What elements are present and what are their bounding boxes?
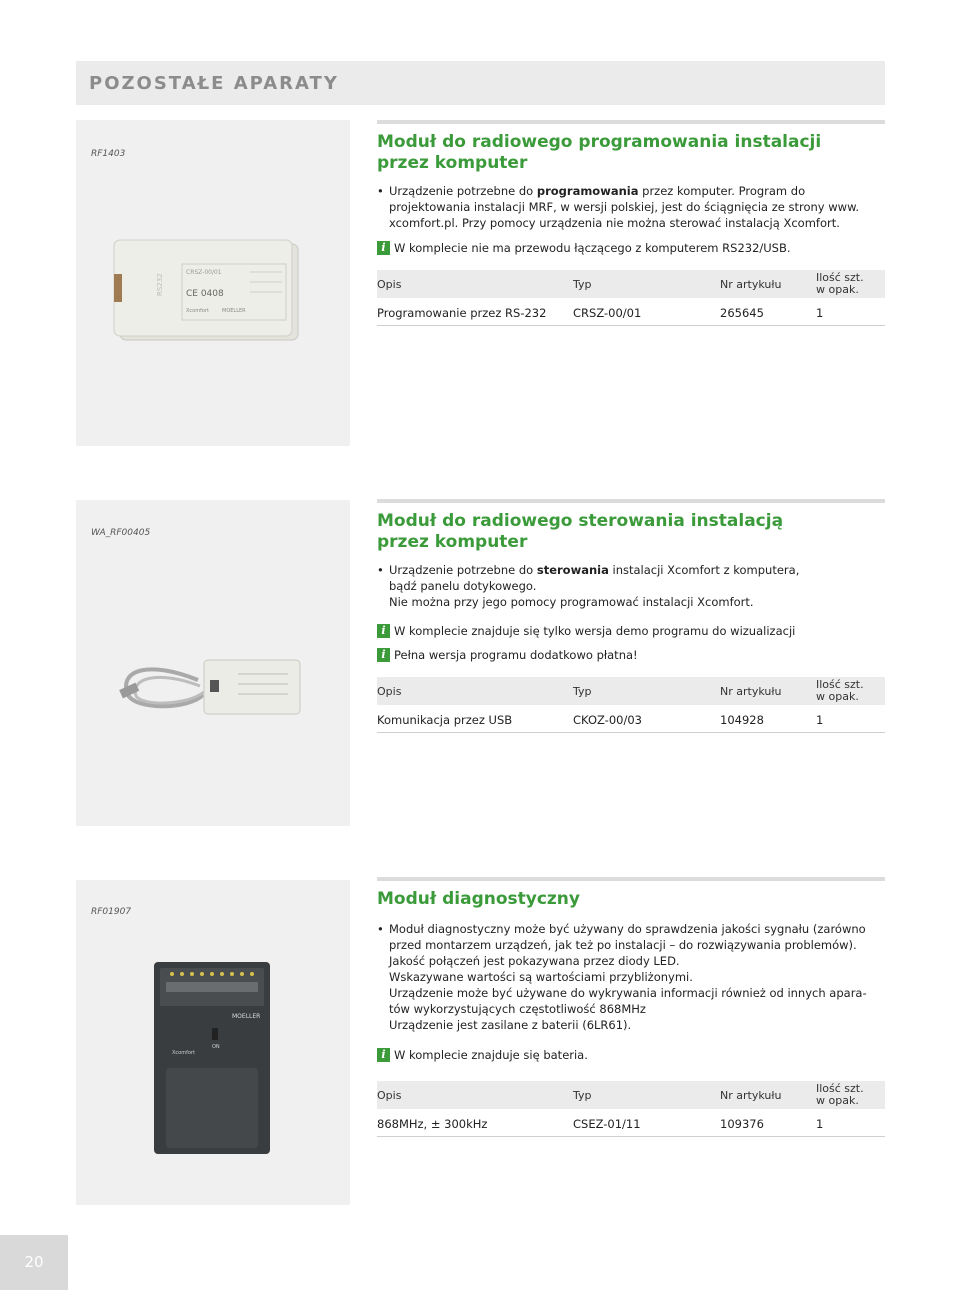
feature-bullet: • Urządzenie potrzebne do sterowania instalacji Xcomfort z komputera, bądź panelu dotykowego. Nie można przy jego pomocy programować instalacji Xcomfort. [377, 562, 885, 610]
image-code: RF1403 [91, 149, 126, 159]
product-description-diagnostic [377, 877, 885, 1063]
page-number: 20 [24, 1253, 44, 1271]
feature-bullet: • Urządzenie potrzebne do programowania przez komputer. Program do projektowania instalacji MRF, w wersji polskiej, jest do ściągnięcia ze strony www. xcomfort.pl. Przy pomocy urządzenia nie można sterować instalacją Xcomfort. [377, 183, 885, 231]
product-table-rs232 [377, 270, 885, 326]
feature-bullet: • Moduł diagnostyczny może być używany do sprawdzenia jakości sygnału (zarówno przed montarzem urządzeń, jak też po instalacji – do rozwiązywania problemów). Jakość połączeń jest pokazywana przez diody LED. Wskazywane wartości są wartościami przybliżonymi. Urządzenie może być używane do wykrywania informacji również od innych apara- tów wykorzystujących częstotliwość 868MHz Urządzenie jest zasilane z baterii (6LR61). [377, 921, 885, 1033]
col-header-type: Typ [573, 685, 592, 698]
diagnostic-module-image [152, 958, 272, 1158]
product-image-panel-diagnostic [76, 880, 350, 1205]
col-header-qty: Ilość szt. w opak. [816, 271, 864, 296]
divider [377, 877, 885, 881]
col-header-article: Nr artykułu [720, 685, 782, 698]
table-header [377, 677, 885, 705]
info-note: i W komplecie znajduje się tylko wersja demo programu do wizualizacji [377, 623, 885, 639]
info-note: i Pełna wersja programu dodatkowo płatna! [377, 647, 885, 663]
col-header-type: Typ [573, 1089, 592, 1102]
col-header-article: Nr artykułu [720, 278, 782, 291]
col-header-qty: Ilość szt. w opak. [816, 678, 864, 703]
section-title: POZOSTAŁE APARATY [89, 73, 339, 94]
image-code: RF01907 [91, 907, 132, 917]
col-header-type: Typ [573, 278, 592, 291]
product-title: Moduł do radiowego programowania instalacji przez komputer [377, 132, 822, 173]
table-header [377, 1081, 885, 1109]
col-header-qty: Ilość szt. w opak. [816, 1082, 864, 1107]
table-row: Programowanie przez RS-232 CRSZ-00/01 265645 1 [377, 298, 885, 326]
page-number-box [0, 1235, 68, 1290]
product-image-panel-rs232 [76, 120, 350, 446]
section-header [76, 61, 885, 105]
table-row: Komunikacja przez USB CKOZ-00/03 104928 1 [377, 705, 885, 733]
product-title: Moduł diagnostyczny [377, 889, 580, 909]
usb-module-image [108, 640, 318, 730]
maker-label: MOELLER [222, 308, 246, 314]
rs232-module-image [110, 236, 306, 346]
info-icon: i [377, 624, 390, 638]
image-code: WA_RF00405 [91, 528, 151, 538]
divider [377, 120, 885, 124]
info-note: i W komplecie znajduje się bateria. [377, 1047, 885, 1063]
product-table-diagnostic [377, 1081, 885, 1137]
switch-label: ON [212, 1044, 220, 1050]
product-title: Moduł do radiowego sterowania instalacją przez komputer [377, 511, 784, 552]
ce-label: CE 0408 [186, 289, 224, 299]
product-table-usb [377, 677, 885, 733]
product-image-panel-usb [76, 500, 350, 826]
divider [377, 499, 885, 503]
info-note: i W komplecie nie ma przewodu łączącego z komputerem RS232/USB. [377, 240, 885, 256]
col-header-desc: Opis [377, 1089, 402, 1102]
brand-label: Xcomfort [186, 308, 209, 314]
model-label: CRSZ-00/01 [186, 269, 222, 276]
col-header-article: Nr artykułu [720, 1089, 782, 1102]
brand-label: Xcomfort [172, 1050, 195, 1056]
info-icon: i [377, 241, 390, 255]
info-icon: i [377, 1048, 390, 1062]
info-icon: i [377, 648, 390, 662]
table-row: 868MHz, ± 300kHz CSEZ-01/11 109376 1 [377, 1109, 885, 1137]
table-header [377, 270, 885, 298]
col-header-desc: Opis [377, 278, 402, 291]
rs232-label: RS232 [156, 273, 164, 296]
col-header-desc: Opis [377, 685, 402, 698]
product-description-usb [377, 499, 885, 663]
product-description-rs232 [377, 120, 885, 256]
maker-label: MOELLER [232, 1013, 261, 1020]
